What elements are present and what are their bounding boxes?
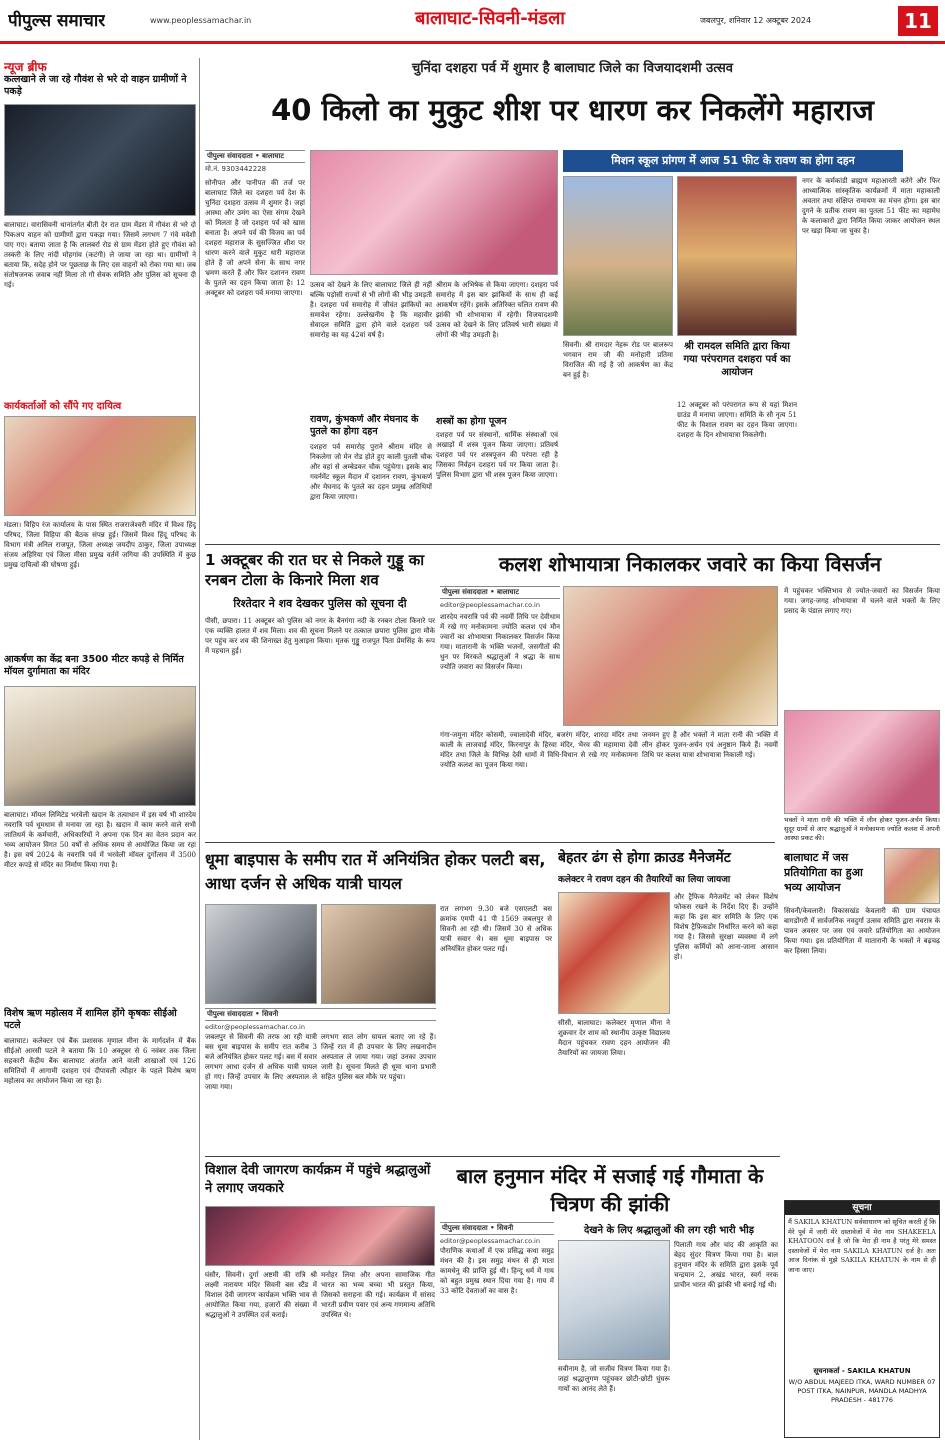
lead-byline-place: बालाघाट <box>262 152 284 160</box>
hanuman-subhead: देखने के लिए श्रद्धालुओं की लग रही भारी भीड़ <box>583 1225 755 1236</box>
crowd-subhead: कलेक्टर ने रावण दहन की तैयारियों का लिया जायजा <box>558 875 731 885</box>
hanuman-body: पौराणिक कथाओं में एक प्रसिद्ध कथा समुद्र मंथन की है। इस समुद्र मंथन से ही माता कामधेनु की प्राप्ति हुई थी। हिन्दू धर्म में गाय को बहुत प्रमुख स्थान दिया गया है। गाय में 33 कोटि देवताओं का वास है। <box>440 1247 554 1295</box>
lead-col2: उत्सव को देखने के लिए बालाघाट जिले ही नहीं बल्कि पड़ोसी राज्यों से भी लोगों की भीड़ उमड़ती है। दशहरा पर्व समारोह में जीवंत झांकियों का समावेश रहेगा। उल्लेखनीय है कि महावीर सेवादल समिति द्वारा होने वाले दशहरा पर्व समारोह का यह 42वां वर्ष है। <box>310 281 432 339</box>
jagran-headline: विशाल देवी जागरण कार्यक्रम में पहुंचे श्रद्धालुओं ने लगाए जयकारे <box>205 1163 431 1196</box>
bus-byline-box <box>205 1008 436 1031</box>
section-title: बालाघाट-सिवनी-मंडला <box>415 8 565 29</box>
lead-sub2-body: दशहरा पर्व पर संस्थानों, धार्मिक संस्थाओं एवं अखाड़ों में शस्त्र पूजन किया जाएगा। प्रतिवर्ष दशहरा पर्व पर शस्त्रपूजन की परंपरा रही है जिसका निर्वहन दशहरा पर्व पर किया जाता है। पुलिस विभाग द्वारा भी शस्त्र पूजन किया जाएगा। <box>436 431 558 479</box>
hanuman-byline-box <box>440 1222 554 1245</box>
hanuman-byline: पीपुल्स संवाददाता • सिवनी <box>440 1222 554 1235</box>
kalash-headline: कलश शोभायात्रा निकालकर जवारे का किया विसर्जन <box>498 552 882 576</box>
lead-kicker: चुनिंदा दशहरा पर्व में शुमार है बालाघाट जिले का विजयादशमी उत्सव <box>412 61 733 76</box>
kalash-body: शारदेय नवरात्रि पर्व की नवमीं तिथि पर देवीधाम में रखे गए मनोकामना ज्योति कलश एवं मौन ज्वारों का शोभायात्रा निकालकर विसर्जन किया गया। मातारानी के भक्ति भजनों, जसगीतों की धुन पर थिरकते श्रद्धालुओं ने श्रद्धा के साथ ज्योति जवारा का विसर्जन किया। <box>440 613 560 671</box>
gudda-body: पीसी, छपारा। 11 अक्टूबर को पुलिस को नगर के बैनगंगा नदी के रनबन टोला किनारे पर एक व्यक्ति हालत में शव मिला। शव की सूचना मिलने पर तत्काल छपारा पुलिस द्वारा मौके पर पहुंच कर शव की शिनाख्त हेतु मुआइना किया। मृतक गुड्डू राजपूत पिता प्रेमसिंह के रूप में पहचान हुई। <box>205 617 435 655</box>
newspaper-logo: पीपुल्स समाचार <box>8 11 106 31</box>
brief-item2-title: कार्यकर्ताओं को सौंपे गए दायित्व <box>4 401 122 412</box>
lead-mobile: मो.नं. 9303442228 <box>205 165 267 173</box>
jagran-crowd-photo <box>205 1206 435 1266</box>
lead-col1: सोनीपत और पानीपत की तर्ज पर बालाघाट जिले का दशहरा पर्व देश के चुनिंदा दशहरा उत्सव में शुमार है। जहां आस्था और उमंग का ऐसा संगम देखने को मिलता है जो दशहरा पर्व को खास बनाता है। अपने पर्व की विजय का पर्व दशहरा महाराज के सुसज्जित शीश पर धारण करने वाले मुकुट धारी महाराज होते हैं जो अपने सेना के साथ नगर भ्रमण करते हैं और फिर दशानन रावण के पुतले का दहन किया जाता है। 12 अक्टूबर को दशहरा पर्व मनाया जाएगा। <box>205 179 305 297</box>
brief-item3-body: बालाघाट। मॉयल लिमिटेड भरवेली खदान के तत्वाधान में इस वर्ष भी शारदेय नवरात्रि पर्व धूमधाम से मनाया जा रहा है। खदान में काम करने वाले सभी जातिधर्म के कर्मचारी, अधिकारियों ने अपना एक दिन का वेतन प्रदान कर भव्य आयोजन विगत 50 वर्षों से अधिक समय से आयोजित किया जा रहा है। इस वर्ष 2024 के नवरात्रि पर्व में भरवेली मॉयल दुर्गोत्सव में 3500 मीटर कपड़े से मंदिर का निर्माण किया गया है। <box>4 811 196 869</box>
bus-body: जबलपुर से सिवनी की तरफ आ रही यात्री बस धूमा बाइपास के समीप रात करीब 3 बजे अनियंत्रित होकर पलट गई। बस में सवार लगभग आधा दर्जन से अधिक यात्री घायल हो गए। जिन्हें उपचार के लिए अस्पताल ले जाया गया। <box>205 1033 317 1091</box>
lead-procession-photo <box>310 150 558 275</box>
kalash-photo-caption: गंगा-जमुना मंदिर कोसमी, ज्वालादेवी मंदिर, बजरंग मंदिर, शारदा मंदिर तथा काली के लाजवाई मंदिर, किरनापुर के हिरवा मंदिर, भैरव की महामाया देवी मंदिर तथा जिले के विभिन्न देवी धामों में विधि-विधान से रखे गए मनोकामना ज्योति कलश का पूजन किया गया। <box>440 731 638 769</box>
gudda-subhead: रिश्तेदार ने शव देखकर पुलिस को सूचना दी <box>233 597 407 610</box>
bus-col2: लगभग सात लोग घायल बताए जा रहे हैं। जिन्हें रात में ही उपचार के लिए लखनादौन अस्पताल ले जाया गया। जहां उनका उपचार जारी है। सूचना मिलते ही धूमा थाना प्रभारी सहित पुलिस बल मौके पर पहुंचा। <box>321 1033 436 1081</box>
jagran-col2: मनोहर लिया और अपना सामाजिक गीत भारत का भव्य बच्चा भी प्रस्तुत किया, जिसको सराहना की गई। कार्यक्रम में सांसद भारती प्रवीण पवार एवं अन्य गणमान्य अतिथि उपस्थित थे। <box>321 1271 435 1319</box>
section-divider-2 <box>205 842 775 843</box>
crowd-headline: बेहतर ढंग से होगा क्राउड मैनेजमेंट <box>558 850 731 866</box>
notice-address: W/O ABDUL MAJEED ITKA, WARD NUMBER 07 POST ITKA, NAINPUR, MANDLA MADHYA PRADESH - 481776 <box>788 1378 936 1404</box>
bus-byline: पीपुल्स संवाददाता • सिवनी <box>205 1008 436 1021</box>
brief-item2-body: मंडला। विहिप रंज कार्यालय के पास स्थित राजराजेश्वरी मंदिर में विश्व हिंदू परिषद, जिला विहिपा की बैठक संपन्न हुई। जिसमें विश्व हिंदू परिषद के विभाग मंत्री अनिल राजपूत, जिला अध्यक्ष जयदीप ठाकुर, जिला उपाध्यक्ष संजय अहिरिया एवं जिला मीसा प्रमुख वर्तमें जगिया की उपस्थिति में कुछ प्रमुख दायित्वों की घोषणा हुई। <box>4 521 196 569</box>
bus-col3: रात लगभग 9.30 बजे एसएलटी बस क्रमांक एमपी 41 पी 1569 जबलपुर से सिवनी आ रही थी। जिसमें 30 से अधिक यात्री सवार थे। बस धूमा बाइपास पर अनियंत्रित होकर पलट गई। <box>440 905 552 953</box>
mission-body-b: नगर के कर्मकांडी ब्राह्मण महाआरती करेंगे और फिर आध्यात्मिक सांस्कृतिक कार्यक्रमों में माता महाकाली अवतार तथा संक्षिप्त रामायण का मंचन होगा। इस बार दुगने के प्रतीक रावण का पुतला 51 फीट का महामेघ के कलाकारों द्वारा निर्मित किया जाकर आयोजन स्थल पर खड़ा किया जा चुका है। <box>802 177 940 235</box>
brief-item3-title: आकर्षण का केंद्र बना 3500 मीटर कपड़े से निर्मित मॉयल दुर्गामाता का मंदिर <box>4 654 184 677</box>
mission-body-a: 12 अक्टूबर को परंपरागत रूप से यहां मिशन ग्राउंड में मनाया जाएगा। समिति के सौ नृत्य 51 फीट के विशाल रावण का दहन किया जाएगा। दशहरा के दिन शोभायात्रा निकलेगी। <box>677 401 797 439</box>
dateline: जबलपुर, शनिवार 12 अक्टूबर 2024 <box>700 16 812 25</box>
comp-photo <box>884 848 940 904</box>
brief-item1-title: कत्लखाने ले जा रहे गौवंश से भरे दो वाहन ग्रामीणों ने पकड़े <box>4 74 187 97</box>
ram-idol-photo <box>677 176 797 336</box>
notice-signature: सूचनाकर्ता - SAKILA KHATUN <box>813 1367 911 1375</box>
brief-item4-body: बालाघाट। कलेक्टर एवं बैंक प्रशासक मृणाल मीना के मार्गदर्शन में बैंक सीईओ आरसी पटले ने बताया कि 10 अक्टूबर से 6 नवंबर तक जिला सहकारी केंद्रीय बैंक बालाघाट अंतर्गत आने वाली शाखाओं एवं 126 समितियों में आगामी दशहरा एवं दीपावली त्यौहार के पहले विशेष ऋण महोत्सव का आयोजन किया जा रहा है। <box>4 1037 196 1085</box>
news-brief-column <box>4 58 200 1440</box>
meeting-photo <box>4 416 196 516</box>
masthead <box>0 0 945 44</box>
ravan-photo <box>563 176 673 336</box>
bus-email: editor@peoplessamachar.co.in <box>205 1023 305 1031</box>
section-divider-3 <box>205 1156 780 1157</box>
comp-body: सिवनी/केवलारी। विकासखंड केवलारी की ग्राम पंचायत बागडोंगरी में सार्वजनिक नवदुर्गा उत्सव समिति द्वारा नवरात्र के पावन अवसर पर जस एवं जवारे प्रतियोगिता का आयोजन किया गया। इस प्रतियोगिता में मातारानी के भक्तों ने बढ़चढ़ कर हिस्सा लिया। <box>784 907 940 955</box>
bus-accident-photo-2 <box>321 904 436 1004</box>
jagran-body: घंसौर, सिवनी। दुर्गा अष्टमी की रात्रि श्री लक्ष्मी नारायण मंदिर सिवनी बस स्टैंड में विशाल देवी जागरण कार्यक्रम भक्ति भाव से आयोजित किया गया, हजारों की संख्या में श्रद्धालुओं ने उपस्थित दर्ज कराई। <box>205 1271 317 1319</box>
gaumata-photo <box>558 1240 670 1360</box>
lead-byline-name: पीपुल्स संवाददाता <box>207 152 253 160</box>
comp-headline: बालाघाट में जस प्रतियोगिता का हुआ भव्य आयोजन <box>784 851 863 894</box>
bus-byline-name: पीपुल्स संवाददाता <box>207 1010 253 1018</box>
lead-sub2: शस्त्रों का होगा पूजन <box>436 416 507 427</box>
section-divider-1 <box>205 544 940 545</box>
website-text: www.peoplessamachar.in <box>150 16 252 25</box>
lead-byline-box <box>205 150 305 174</box>
hanuman-headline: बाल हनुमान मंदिर में सजाई गई गौमाता के चित्रण की झांकी <box>456 1164 764 1216</box>
lead-sub1: रावण, कुंभकर्ण और मेघनाद के पुतले का होगा दहन <box>310 414 419 437</box>
comp-top-text: भक्तों ने माता रानी की भक्ति में लीन होकर पूजन-अर्चन किया। सुदूर ग्रामों से आए श्रद्धालुओं ने मनोकामना ज्योति कलश में अपनी आस्था प्रकट की। <box>784 816 940 842</box>
bus-headline: धूमा बाइपास के समीप रात में अनियंत्रित होकर पलटी बस, आधा दर्जन से अधिक यात्री घायल <box>205 850 546 893</box>
lead-col3: श्रीराम के अभिषेक से किया जाएगा। दशहरा पर्व समारोह में इस बार झांकियों के साथ ही कई आकर्षण रहेंगे। इसके अतिरिक्त चलित रावण की झांकी भी शोभायात्रा में रहेगी। विजयादशमी उत्सव को देखने के लिए प्रतिवर्ष भारी संख्या में लोगों की भीड़ उमड़ती है। <box>436 281 558 339</box>
mission-subhead: श्री रामदल समिति द्वारा किया गया परंपरागत दशहरा पर्व का आयोजन <box>683 341 791 378</box>
news-brief-tag: न्यूज ब्रीफ <box>4 60 47 74</box>
kalash-women-photo <box>784 710 940 814</box>
hanuman-photo-caption: सवीनाम है, जो सजीव चित्रण किया गया है। जहां श्रद्धालुगण पहुंचकर छोटी-छोटी घुंघरू गायों का आनंद लेते हैं। <box>558 1365 670 1393</box>
temple-photo <box>4 686 196 806</box>
kalash-byline-box <box>440 586 560 609</box>
collector-photo <box>558 892 670 1014</box>
notice-body: मैं SAKILA KHATUN सर्वसाधारण को सूचित करती हूँ कि मेरे पूर्व में जारी मेरे दस्तावेजों में मेरा नाम SHAKEELA KHATOON दर्ज है जो कि मेरा ही नाम है परंतु मेरे समस्त दस्तावेजों में मेरा नाम SAKILA KHATUN दर्ज है। अतः आज दिनांक से मुझे SAKILA KHATUN के नाम से ही जाना जाए। <box>788 1218 936 1274</box>
kalash-byline-place: बालाघाट <box>497 588 519 596</box>
mission-banner: मिशन स्कूल प्रांगण में आज 51 फीट के रावण का होगा दहन <box>563 150 903 172</box>
kalash-byline-name: पीपुल्स संवाददाता <box>442 588 488 596</box>
mission-photo-caption: सिवनी। श्री रामदार नेहरू रोड पर बालरूप भगवान राम जी की मनोहारी प्रतिमा विराजित की गई है जो आकर्षण का केंद्र बन हुई है। <box>563 341 673 379</box>
hanuman-email: editor@peoplessamachar.co.in <box>440 1237 540 1245</box>
kalash-col3: में पहुंचकर भक्तिभाव से ज्योत-जवारों का विसर्जन किया गया। जगह-जगह शोभायात्रा में चलने वाले भक्तों के लिए प्रसाद के पंडाल लगाए गए। <box>784 587 940 615</box>
notice-box <box>784 1200 940 1438</box>
kalash-byline: पीपुल्स संवाददाता • बालाघाट <box>440 586 560 599</box>
bus-byline-place: सिवनी <box>262 1010 279 1018</box>
mission-body-a2 <box>563 404 673 538</box>
kalash-procession-photo <box>563 586 778 726</box>
lead-headline: 40 किलो का मुकुट शीश पर धारण कर निकलेंगे महाराज <box>271 93 874 127</box>
notice-title: सूचना <box>785 1201 939 1215</box>
lead-byline: पीपुल्स संवाददाता • बालाघाट <box>205 150 305 163</box>
hanuman-col3: पिलाती गाय और चांद की आकृति का बेहद सुंदर चित्रण किया गया है। बाल हनुमान मंदिर के समिति द्वारा इसके पूर्व चन्द्रयान 2, अखंड भारत, स्वर्ग नरक प्राचीन भारत की झांकी भी बनाई गई थी। <box>674 1241 778 1289</box>
brief-item1-body: बालाघाट। वारासिवनी थानांतर्गत बीती देर रात ग्राम मेंडरा में गौवंश से भरे दो पिकअप वाहन को ग्रामीणों द्वारा पकड़ा गया। जिसमें लगभग 7 गंवे मवेशी पाए गए। बताया जाता है कि लालबर्रा रोड से ग्राम मेंडरा होते हुए गौवंश को तस्करी के लिए नांदी मोहगांव (कटंगी) ले जाया जा रहा था। ग्रामीणों ने बताया कि, सदेह होने पर पूछताछ के लिए दस वाहनों को रोका गया था। जब संतोषजनक जवाब नहीं मिला तो गौ सेवक समिति और पुलिस को सूचना दी गई। <box>4 221 196 289</box>
kalash-email: editor@peoplessamachar.co.in <box>440 601 540 609</box>
bus-accident-photo-1 <box>205 904 317 1004</box>
page-number: 11 <box>898 6 938 36</box>
gudda-headline: 1 अक्टूबर की रात घर से निकले गुड्डू का रनबन टोला के किनारे मिला शव <box>205 551 425 589</box>
hanuman-byline-name: पीपुल्स संवाददाता <box>442 1224 488 1232</box>
crowd-body: और ट्रैफिक मैनेजमेंट को लेकर विशेष फोकस रखने के निर्देश दिए हैं। उन्होंने कहा कि इस बार समिति के लिए एक विशेष ट्रैफ़िकडोर निर्धारित करने को कहा गया है। जिससे सुरक्षा व्यवस्था में लगे पुलिस कर्मियों को आना-जाना आसान हो। <box>674 893 778 961</box>
crowd-photo-caption: सीसी, बालाघाट। कलेक्टर मृणाल मीना ने शुक्रवार देर शाम को स्थानीय उत्कृष्ट विद्यालय मैदान पहुंचकर रावण दहन आयोजन की तैयारियों का जायजा लिया। <box>558 1019 670 1057</box>
brief-item4-title: विशेष ऋण महोत्सव में शामिल होंगे कृषकः सीईओ पटले <box>4 1008 177 1031</box>
vehicle-photo <box>4 104 196 216</box>
kalash-col2: जनमन हुए हैं और भक्तों ने माता रानी की भक्ति में लीन होकर पूजन-अर्चन एवं अनुष्ठान किये हैं। नवमीं तिथि पर कलश यात्रा शोभायात्रा निकाली गई। <box>642 731 778 759</box>
hanuman-byline-place: सिवनी <box>497 1224 514 1232</box>
lead-sub1-body: दशहरा पर्व समारोह पुराने श्रीराम मंदिर से निकलेगा जो मेन रोड होते हुए काली पुतली चौक और वहां से अम्बेडकर चौक पहुंचेगा। इसके बाद गवर्नमेंट स्कूल मैदान में दशानन रावण, कुंभकर्ण और मेघनाद के पुतले का दहन प्रमुख अतिथियों द्वारा किया जाएगा। <box>310 443 432 501</box>
